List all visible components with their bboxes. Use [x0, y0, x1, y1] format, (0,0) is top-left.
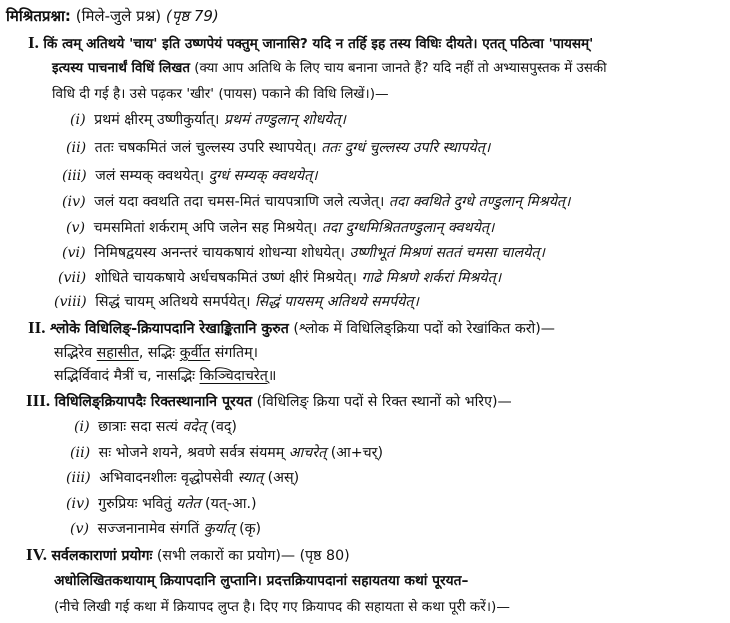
section-1-question-line-2 — [52, 59, 607, 79]
section-3-question-text: विधिलिङ्क्रियापदैः रिक्तस्थानानि पूरयत — [54, 394, 253, 410]
item-hint: (आ+चर्) — [330, 445, 383, 461]
item-number: (iii) — [62, 168, 87, 184]
item-number: (viii) — [54, 294, 87, 310]
item-text: चमसमितां शर्कराम् अपि जलेन सह मिश्रयेत्। — [93, 220, 318, 236]
item-number: (vii) — [58, 270, 87, 286]
section-4-question-text: सर्वलकाराणां प्रयोगः — [51, 548, 153, 564]
section-4-question-hindi: (सभी लकारों का प्रयोग)— (पृष्ठ 80) — [156, 548, 350, 564]
section-2-question-text: श्लोके विधिलिङ्-क्रियापदानि रेखाङ्कितानि कुरुत — [50, 321, 289, 337]
item-answer: सिद्धं पायसम् अतिथये समर्पयेत्। — [254, 294, 419, 310]
section-3-question — [26, 391, 512, 412]
verse-line-1 — [54, 343, 258, 363]
section-1-item — [66, 218, 494, 238]
section-2-question-hindi: (श्लोक में विधिलिङ्क्रिया पदों को रेखांकित करो)— — [293, 321, 555, 337]
item-text: सः भोजने शयने, श्रवणे सर्वत्र संयमम् — [98, 445, 285, 461]
item-text: प्रथमं क्षीरम् उष्णीकुर्यात्। — [94, 112, 220, 128]
section-1-item — [62, 166, 318, 186]
item-answer: कुर्यात् — [203, 521, 235, 537]
section-1-instruction: इत्यस्य पाचनार्थं विधिं लिखत — [52, 61, 190, 76]
section-1-item — [70, 110, 346, 130]
item-text: सिद्धं चायम् अतिथये समर्पयेत्। — [95, 294, 251, 310]
section-3-item — [66, 494, 257, 514]
item-text: निमिषद्वयस्य अनन्तरं चायकषायं शोधन्या शोधयेत्। — [94, 245, 345, 261]
item-number: (v) — [70, 521, 90, 537]
section-1-item — [66, 138, 490, 158]
section-3-item — [74, 417, 237, 437]
section-1-item — [62, 243, 545, 263]
item-text: गुरुप्रियः भवितुं — [98, 496, 172, 512]
section-1-instruction-hindi: (क्या आप अतिथि के लिए चाय बनाना जानते हैं? यदि नहीं तो अभ्यासपुस्तक में उसकी — [194, 61, 607, 76]
item-hint: (कृ) — [239, 521, 262, 537]
verse-text: ॥ — [267, 368, 277, 384]
item-text: छात्राः सदा सत्यं — [98, 419, 178, 435]
item-text: जलं सम्यक् क्वथयेत्। — [95, 168, 205, 184]
section-2-number: II. — [28, 318, 46, 337]
item-answer: स्यात् — [237, 470, 264, 486]
verse-text: संगतिम्। — [214, 345, 258, 361]
item-text: अभिवादनशीलः वृद्धोपसेवी — [99, 470, 234, 486]
item-answer: यतेत — [176, 496, 201, 512]
item-hint: (अस्) — [267, 470, 300, 486]
section-2-question — [28, 318, 555, 339]
item-number: (ii) — [66, 140, 87, 156]
item-text: सज्जनानामेव संगतिं — [97, 521, 200, 537]
section-3-item — [70, 519, 261, 539]
section-4-instruction-hindi: (नीचे लिखी गई कथा में क्रियापद लुप्त है। दिए गए क्रियापद की सहायता से कथा पूरी करें।)— — [54, 599, 510, 615]
verse-underlined-verb: किञ्चिदाचरेत् — [199, 368, 268, 384]
verse-text: सद्भिर्विवादं मैत्रीं च, नासद्भिः — [54, 368, 196, 384]
item-number: (vi) — [62, 245, 86, 261]
item-number: (iii) — [66, 470, 91, 486]
item-hint: (यत्-आ.) — [205, 496, 257, 512]
item-number: (iv) — [62, 194, 86, 210]
heading-subtitle: (मिले-जुले प्रश्न) — [75, 7, 162, 25]
item-text: ततः चषकमितं जलं चुल्लस्य उपरि स्थापयेत्। — [94, 140, 317, 156]
verse-text: सद्भिरेव — [54, 345, 93, 361]
section-4-number: IV. — [26, 545, 47, 564]
item-answer: तदा दुग्धमिश्रिततण्डुलान् क्वथयेत्। — [321, 220, 495, 236]
item-answer: गाढे मिश्रणे शर्करां मिश्रयेत्। — [361, 270, 502, 286]
section-3-number: III. — [26, 391, 51, 410]
item-answer: प्रथमं तण्डुलान् शोधयेत्। — [223, 112, 346, 128]
section-1-item — [54, 292, 419, 312]
item-text: जलं यदा क्वथति तदा चमस-मितं चायपत्राणि जले त्यजेत्। — [94, 194, 385, 210]
section-1-item — [62, 192, 570, 212]
verse-line-2 — [54, 366, 276, 386]
item-answer: ततः दुग्धं चुल्लस्य उपरि स्थापयेत्। — [321, 140, 491, 156]
verse-text: , सद्भिः — [138, 345, 176, 361]
section-4-instruction: अधोलिखितकथायाम् क्रियापदानि लुप्तानि। प्रदत्तक्रियापदानां सहायतया कथां पूरयत– — [54, 573, 469, 589]
verse-underlined-verb: कुर्वीत — [179, 345, 211, 361]
item-answer: उष्णीभूतं मिश्रणं सततं चमसा चालयेत्। — [349, 245, 545, 261]
heading-title: मिश्रितप्रश्ना: — [6, 7, 71, 25]
section-4-question — [26, 545, 350, 566]
section-1-question-line-1 — [28, 33, 593, 54]
section-3-item — [70, 443, 383, 463]
item-number: (i) — [74, 419, 90, 435]
item-answer: दुग्धं सम्यक् क्वथयेत्। — [208, 168, 318, 184]
item-answer: तदा क्वथिते दुग्धे तण्डुलान् मिश्रयेत्। — [388, 194, 571, 210]
item-number: (i) — [70, 112, 86, 128]
section-3-item — [66, 468, 299, 488]
heading-page-ref: (पृष्ठ 79) — [165, 7, 219, 25]
item-number: (ii) — [70, 445, 91, 461]
section-1-question-line-3: विधि दी गई है। उसे पढ़कर 'खीर' (पायस) पकाने की विधि लिखें।)— — [52, 86, 389, 102]
item-answer: वदेत् — [182, 419, 206, 435]
item-number: (v) — [66, 220, 86, 236]
item-answer: आचरेत् — [288, 445, 327, 461]
item-hint: (वद्) — [210, 419, 237, 435]
worksheet-heading — [6, 6, 219, 26]
verse-underlined-verb: सहासीत — [96, 345, 139, 361]
section-1-item — [58, 268, 501, 288]
item-number: (iv) — [66, 496, 90, 512]
section-3-question-hindi: (विधिलिङ् क्रिया पदों से रिक्त स्थानों को भरिए)— — [256, 394, 512, 410]
section-1-question-text: किं त्वम् अतिथये 'चाय' इति उष्णपेयं पक्तुम् जानासि? यदि न तर्हि इह तस्य विधिः दीयते। एतत् पठित्वा 'पायसम्' — [43, 36, 594, 52]
section-1-number: I. — [28, 33, 39, 52]
item-text: शोधिते चायकषाये अर्धचषकमितं उष्णं क्षीरं मिश्रयेत्। — [94, 270, 358, 286]
